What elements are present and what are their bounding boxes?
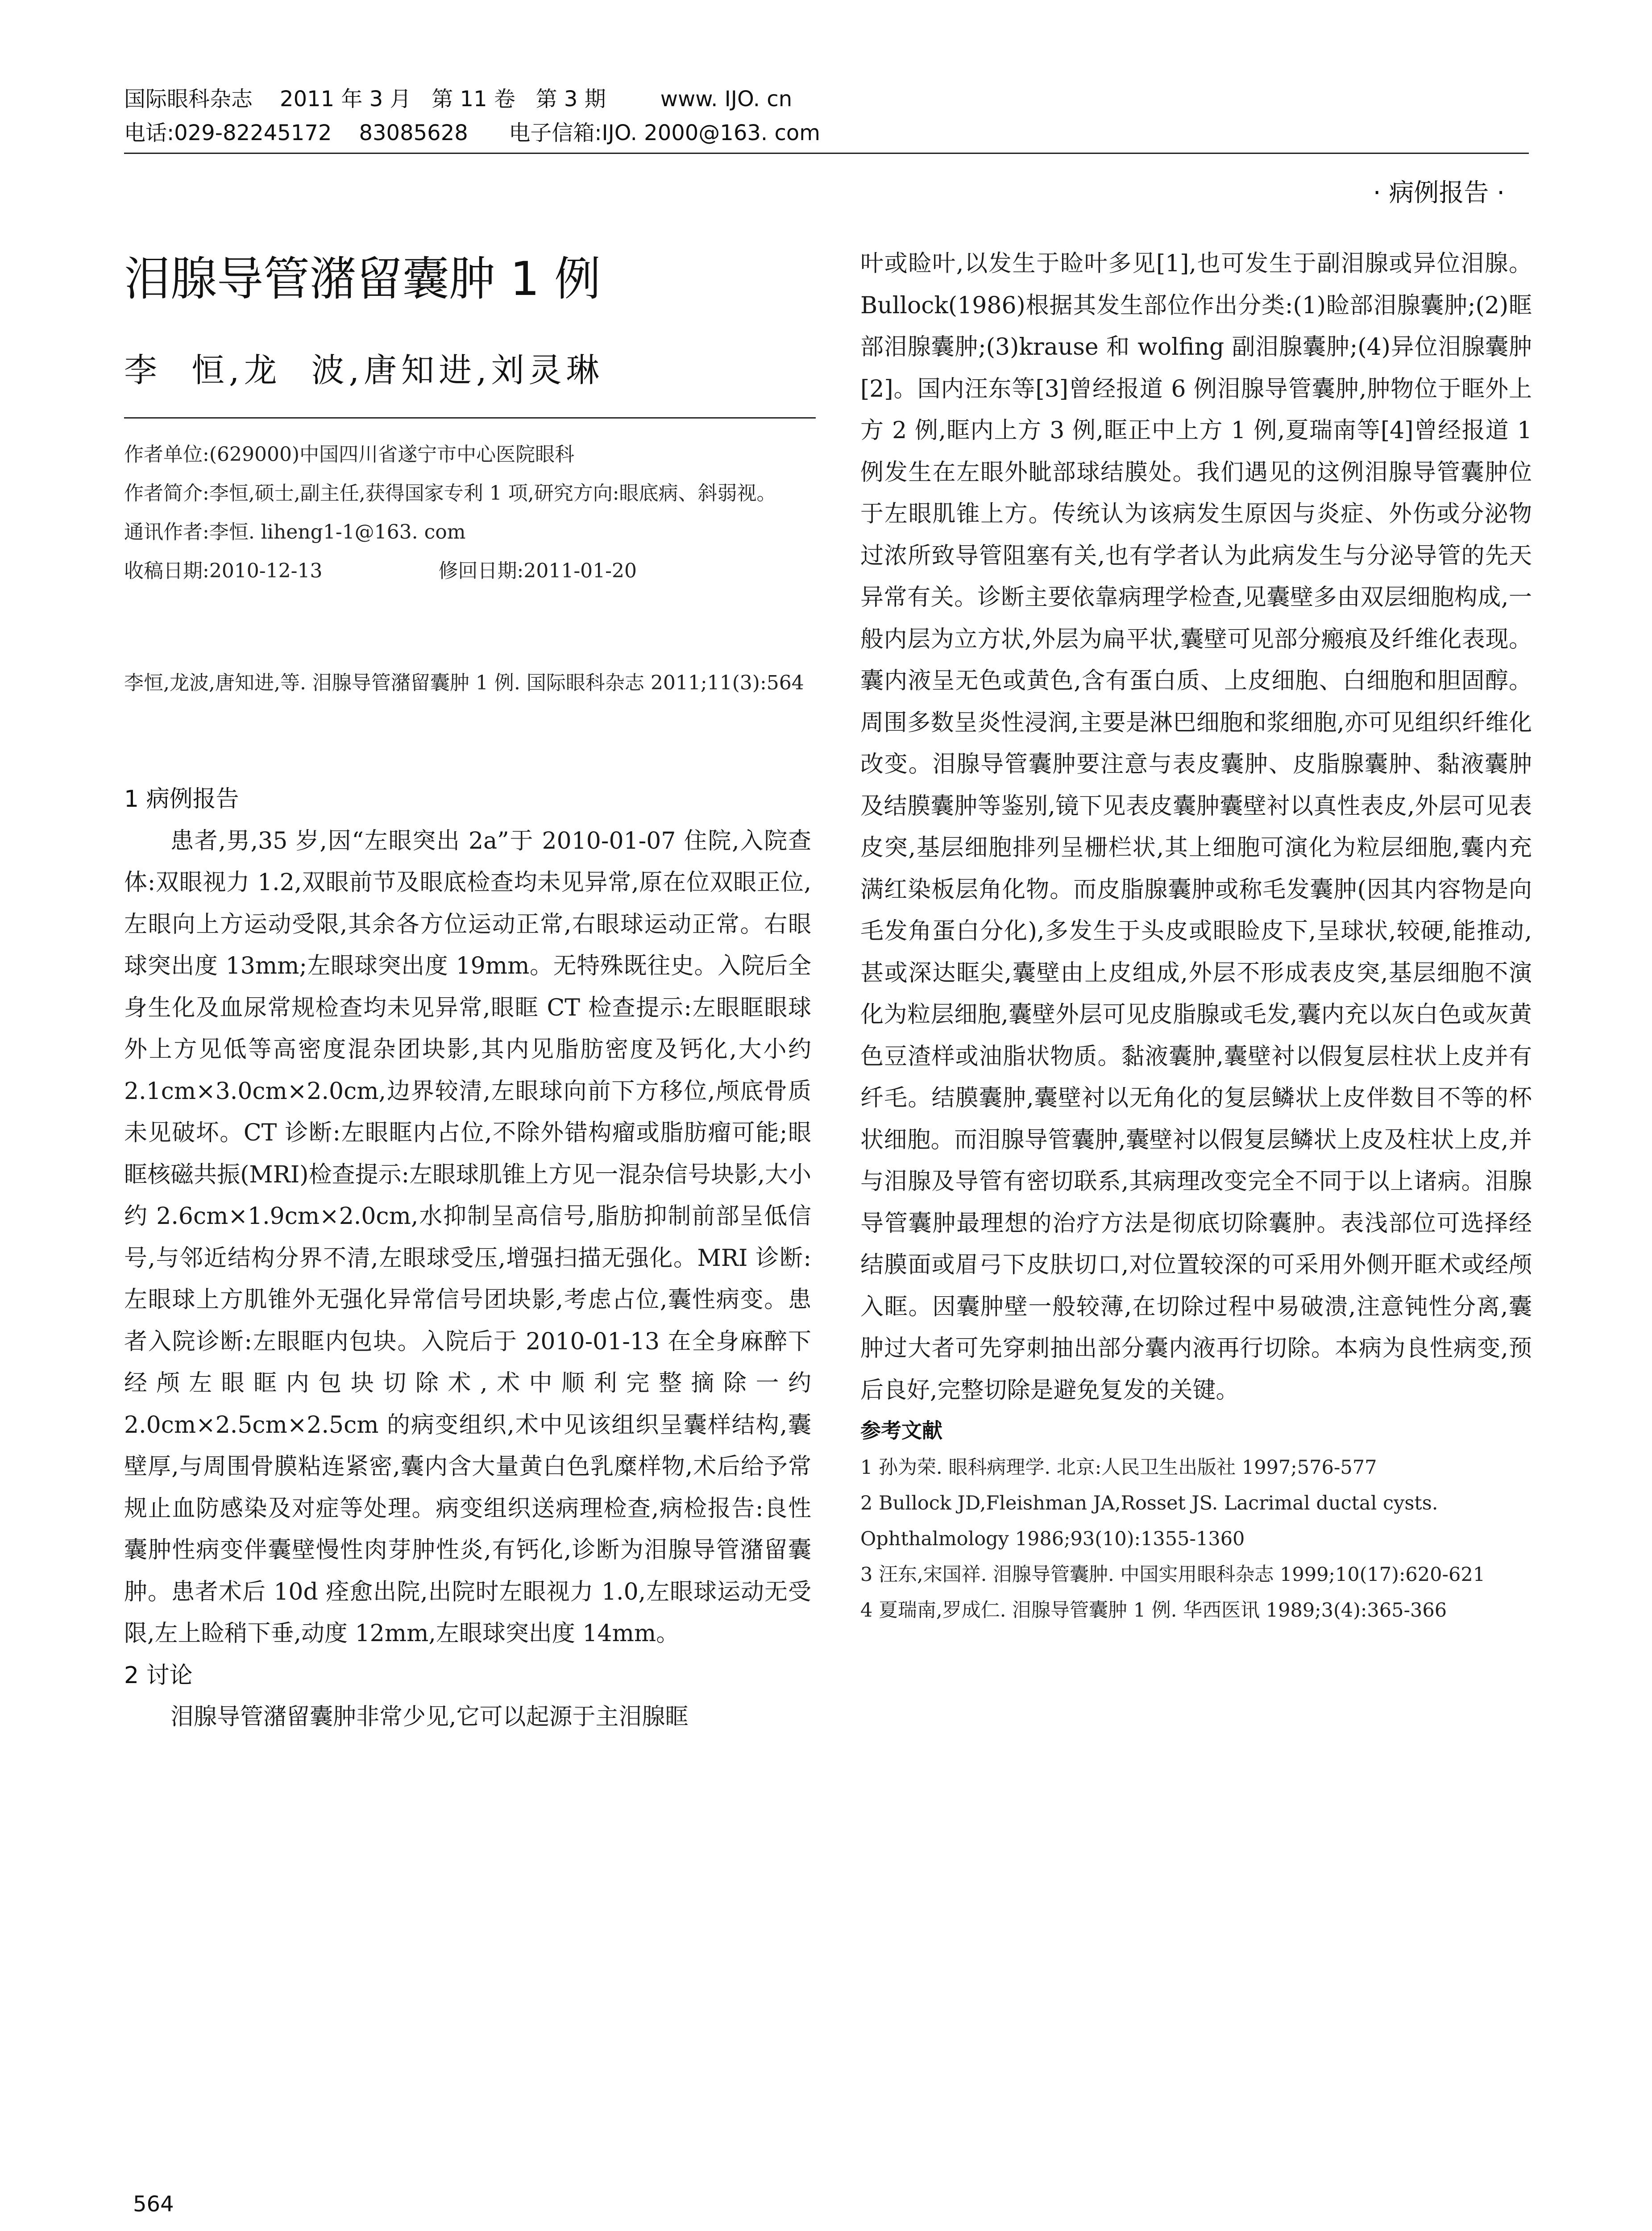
right-column: [860, 243, 1532, 1628]
citation-text: 李恒,龙波,唐知进,等. 泪腺导管潴留囊肿 1 例. 国际眼科杂志 2011;11(3):564: [124, 672, 804, 694]
section-tag: · 病例报告 ·: [1373, 178, 1505, 207]
dates: [124, 552, 816, 590]
left-column: [124, 779, 811, 1738]
author-meta: [124, 435, 816, 590]
references-list: [860, 1450, 1532, 1628]
header-divider: [124, 153, 1529, 154]
references-heading: 参考文献: [860, 1418, 942, 1443]
reference-item: 1 孙为荣. 眼科病理学. 北京:人民卫生出版社 1997;576-577: [860, 1456, 1377, 1479]
discussion-paragraph-start: 泪腺导管潴留囊肿非常少见,它可以起源于主泪腺眶: [170, 1704, 689, 1730]
case-report-paragraph: 患者,男,35 岁,因“左眼突出 2a”于 2010-01-07 住院,入院查体:双眼视力 1.2,双眼前节及眼底检查均未见异常,原在位双眼正位,左眼向上方运动受限,其余各方位运动正常,右眼球运动正常。右眼球突出度 13mm;左眼球突出度 19mm。无特殊既往史。入院后全身生化及血尿常规检查均未见异常,眼眶 CT 检查提示:左眼眶眼球外上方见低等高密度混杂团块影,其内见脂肪密度及钙化,大小约 2.1cm×3.0cm×2.0cm,边界较清,左眼球向前下方移位,颅底骨质未见破坏。CT 诊断:左眼眶内占位,不除外错构瘤或脂肪瘤可能;眼眶核磁共振(MRI)检查提示:左眼球肌锥上方见一混杂信号块影,大小约 2.6cm×1.9cm×2.0cm,水抑制呈高信号,脂肪抑制前部呈低信号,与邻近结构分界不清,左眼球受压,增强扫描无强化。MRI 诊断:左眼球上方肌锥外无强化异常信号团块影,考虑占位,囊性病变。患者入院诊断:左眼眶内包块。入院后于 2010-01-13 在全身麻醉下经颅左眼眶内包块切除术,术中顺利完整摘除一约 2.0cm×2.5cm×2.5cm 的病变组织,术中见该组织呈囊样结构,囊壁厚,与周围骨膜粘连紧密,囊内含大量黄白色乳糜样物,术后给予常规止血防感染及对症等处理。病变组织送病理检查,病检报告:良性囊肿性病变伴囊壁慢性肉芽肿性炎,有钙化,诊断为泪腺导管潴留囊肿。患者术后 10d 痊愈出院,出院时左眼视力 1.0,左眼球运动无受限,左上睑稍下垂,动度 12mm,左眼球突出度 14mm。: [124, 827, 811, 1647]
author-bio: 作者简介:李恒,硕士,副主任,获得国家专利 1 项,研究方向:眼底病、斜弱视。: [124, 482, 776, 505]
discussion-heading: 2 讨论: [124, 1662, 193, 1689]
reference-item: 2 Bullock JD,Fleishman JA,Rosset JS. Lacrimal ductal cysts. Ophthalmology 1986;93(10):1355-1360: [860, 1492, 1438, 1550]
author-affiliation: 作者单位:(629000)中国四川省遂宁市中心医院眼科: [124, 443, 575, 466]
journal-header-info: 国际眼科杂志 2011 年 3 月 第 11 卷 第 3 期 www. IJO. cn: [124, 87, 793, 112]
article-authors: 李 恒,龙 波,唐知进,刘灵琳: [124, 351, 604, 390]
case-report-heading: 1 病例报告: [124, 786, 239, 813]
discussion-paragraph-continued: 叶或睑叶,以发生于睑叶多见[1],也可发生于副泪腺或异位泪腺。Bullock(1986)根据其发生部位作出分类:(1)睑部泪腺囊肿;(2)眶部泪腺囊肿;(3)krause 和 wolfing 副泪腺囊肿;(4)异位泪腺囊肿[2]。国内汪东等[3]曾经报道 6 例泪腺导管囊肿,肿物位于眶外上方 2 例,眶内上方 3 例,眶正中上方 1 例,夏瑞南等[4]曾经报道 1 例发生在左眼外眦部球结膜处。我们遇见的这例泪腺导管囊肿位于左眼肌锥上方。传统认为该病发生原因与炎症、外伤或分泌物过浓所致导管阻塞有关,也有学者认为此病发生与分泌导管的先天异常有关。诊断主要依靠病理学检查,见囊壁多由双层细胞构成,一般内层为立方状,外层为扁平状,囊壁可见部分瘢痕及纤维化表现。囊内液呈无色或黄色,含有蛋白质、上皮细胞、白细胞和胆固醇。周围多数呈炎性浸润,主要是淋巴细胞和浆细胞,亦可见组织纤维化改变。泪腺导管囊肿要注意与表皮囊肿、皮脂腺囊肿、黏液囊肿及结膜囊肿等鉴别,镜下见表皮囊肿囊壁衬以真性表皮,外层可见表皮突,基层细胞排列呈栅栏状,其上细胞可演化为粒层细胞,囊内充满红染板层角化物。而皮脂腺囊肿或称毛发囊肿(因其内容物是向毛发角蛋白分化),多发生于头皮或眼睑皮下,呈球状,较硬,能推动,甚或深达眶尖,囊壁由上皮组成,外层不形成表皮突,基层细胞不演化为粒层细胞,囊壁外层可见皮脂腺或毛发,囊内充以灰白色或灰黄色豆渣样或油脂状物质。黏液囊肿,囊壁衬以假复层柱状上皮并有纤毛。结膜囊肿,囊壁衬以无角化的复层鳞状上皮伴数目不等的杯状细胞。而泪腺导管囊肿,囊壁衬以假复层鳞状上皮及柱状上皮,并与泪腺及导管有密切联系,其病理改变完全不同于以上诸病。泪腺导管囊肿最理想的治疗方法是彻底切除囊肿。表浅部位可选择经结膜面或眉弓下皮肤切口,对位置较深的可采用外侧开眶术或经颅入眶。因囊肿壁一般较薄,在切除过程中易破溃,注意钝性分离,囊肿过大者可先穿刺抽出部分囊内液再行切除。本病为良性病变,预后良好,完整切除是避免复发的关键。: [860, 250, 1532, 1404]
journal-contact-info: 电话:029-82245172 83085628 电子信箱:IJO. 2000@163. com: [124, 120, 820, 145]
reference-item: 3 汪东,宋国祥. 泪腺导管囊肿. 中国实用眼科杂志 1999;10(17):620-621: [860, 1563, 1486, 1586]
article-title: 泪腺导管潴留囊肿 1 例: [124, 252, 601, 306]
revised-date: 修回日期:2011-01-20: [438, 560, 637, 582]
page-number: 564: [133, 2192, 174, 2217]
meta-divider: [124, 417, 816, 419]
reference-item: 4 夏瑞南,罗成仁. 泪腺导管囊肿 1 例. 华西医讯 1989;3(4):365-366: [860, 1599, 1447, 1621]
corresponding-author: 通讯作者:李恒. liheng1-1@163. com: [124, 521, 466, 543]
received-date: 收稿日期:2010-12-13: [124, 560, 323, 582]
